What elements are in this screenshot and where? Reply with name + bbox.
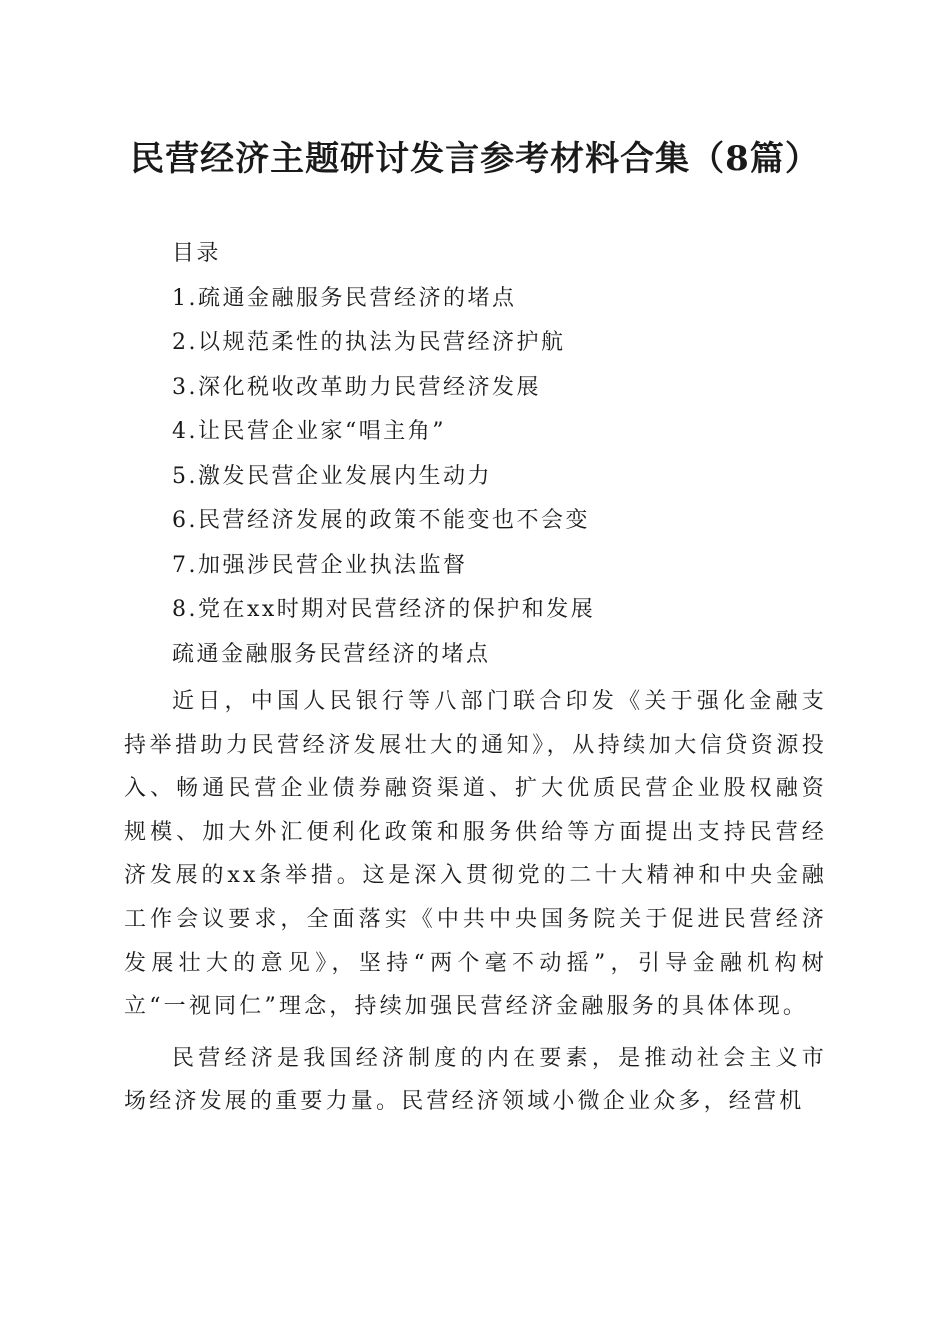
toc-item: 6.民营经济发展的政策不能变也不会变 — [172, 508, 590, 533]
toc-item: 5.激发民营企业发展内生动力 — [172, 463, 492, 489]
toc-item: 8.党在xx时期对民营经济的保护和发展 — [172, 597, 596, 622]
section-heading: 疏通金融服务民营经济的堵点 — [172, 641, 491, 667]
toc-item: 7.加强涉民营企业执法监督 — [172, 552, 468, 578]
paragraph: 近日，中国人民银行等八部门联合印发《关于强化金融支持举措助力民营经济发展壮大的通知》，从持续加大信贷资源投入、畅通民营企业债券融资渠道、扩大优质民营企业股权融资规模、加大外汇便利化政策和服务供给等方面提出支持民营经济发展的xx条举措。这是深入贯彻党的二十大精神和中央金融工作会议要求，全面落实《中共中央国务院关于促进民营经济发展壮大的意见》，坚持“两个毫不动摇”，引导金融机构树立“一视同仁”理念，持续加强民营经济金融服务的具体体现。 — [124, 689, 827, 1020]
toc-item: 3.深化税收改革助力民营经济发展 — [172, 374, 541, 400]
toc-item: 4.让民营企业家“唱主角” — [172, 419, 446, 444]
table-of-contents — [172, 232, 852, 677]
toc-item: 1.疏通金融服务民营经济的堵点 — [172, 285, 517, 311]
toc-heading: 目录 — [172, 241, 222, 266]
paragraph: 民营经济是我国经济制度的内在要素，是推动社会主义市场经济发展的重要力量。民营经济领域小微企业众多，经营机 — [124, 1045, 827, 1115]
toc-item: 2.以规范柔性的执法为民营经济护航 — [172, 330, 566, 355]
body-text — [124, 680, 827, 1124]
document-title: 民营经济主题研讨发言参考材料合集（8篇） — [130, 139, 820, 179]
